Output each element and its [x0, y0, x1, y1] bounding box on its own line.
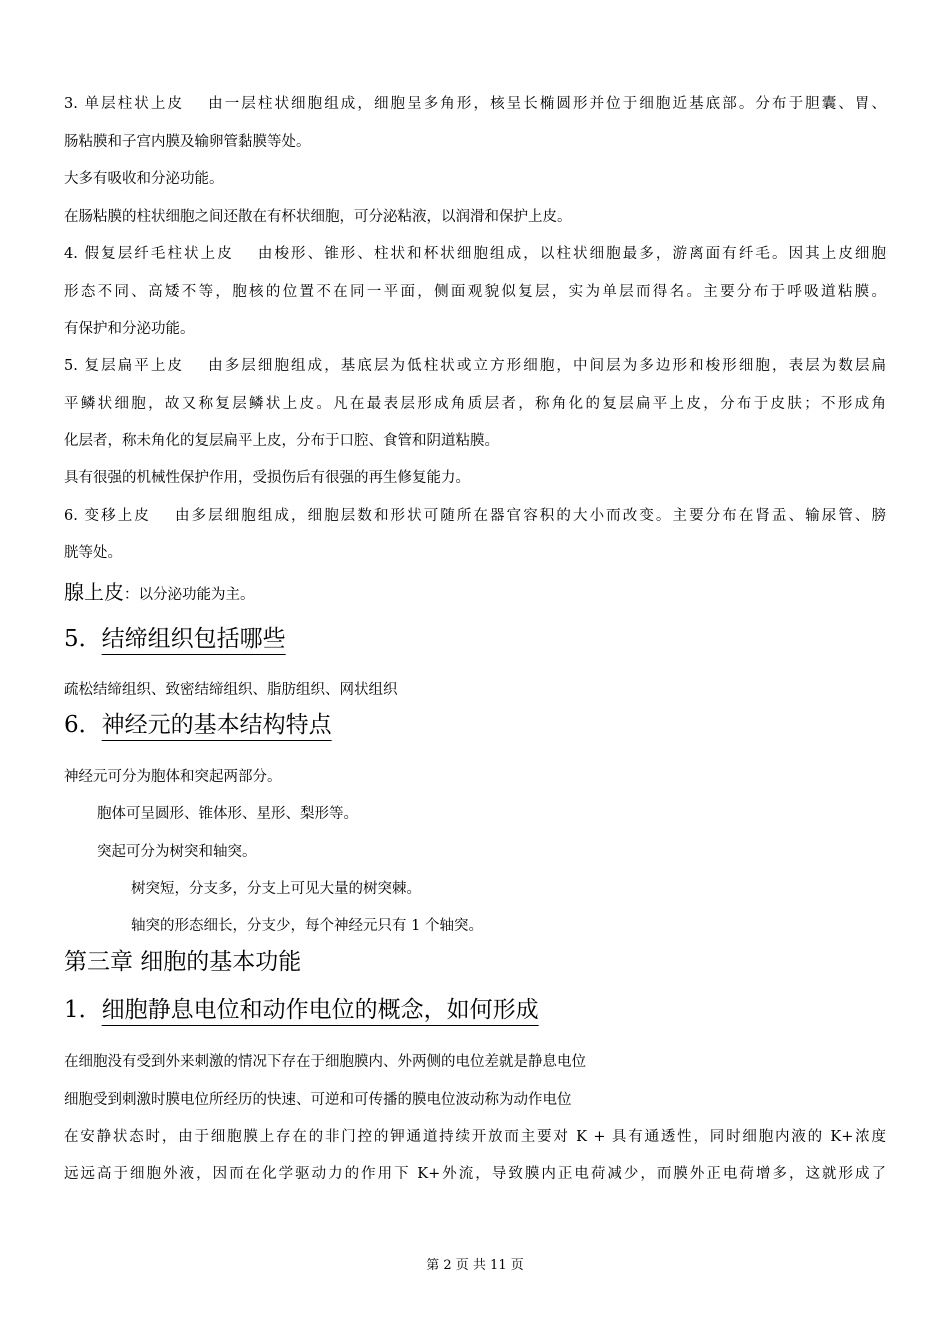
gland-text: ：以分泌功能为主。 [124, 587, 255, 603]
sec3-line1: 3. 单层柱状上皮 由一层柱状细胞组成，细胞呈多角形，核呈长椭圆形并位于细胞近基底部。分布于胆囊、胃、 [64, 96, 886, 112]
q1-line1: 在细胞没有受到外来刺激的情况下存在于细胞膜内、外两侧的电位差就是静息电位 [64, 1054, 586, 1070]
sec4-line3: 有保护和分泌功能。 [64, 321, 195, 337]
chapter-title: 第三章 细胞的基本功能 [64, 949, 302, 975]
gland-title: 腺上皮 [64, 580, 124, 604]
sec3-line2: 肠粘膜和子宫内膜及输卵管黏膜等处。 [64, 134, 311, 150]
sec4-line2: 形态不同、高矮不等，胞核的位置不在同一平面，侧面观貌似复层，实为单层而得名。主要分布于呼吸道粘膜。 [64, 284, 886, 300]
q6-heading: 6．神经元的基本结构特点 [64, 712, 332, 738]
sec6-line1: 6. 变移上皮 由多层细胞组成，细胞层数和形状可随所在器官容积的大小而改变。主要分布在肾盂、输尿管、膀 [64, 508, 886, 524]
gland-line [64, 582, 255, 605]
q6-line1: 神经元可分为胞体和突起两部分。 [64, 769, 282, 785]
sec6-line2: 胱等处。 [64, 545, 122, 561]
q6-line3: 突起可分为树突和轴突。 [97, 844, 257, 860]
q1-heading: 1．细胞静息电位和动作电位的概念，如何形成 [64, 997, 539, 1023]
sec5-line2: 平鳞状细胞，故又称复层鳞状上皮。凡在最表层形成角质层者，称角化的复层扁平上皮，分布于皮肤；不形成角 [64, 396, 886, 412]
sec5-line1: 5. 复层扁平上皮 由多层细胞组成，基底层为低柱状或立方形细胞，中间层为多边形和梭形细胞，表层为数层扁 [64, 358, 886, 374]
sec6-number: 6. 变移上皮 [64, 508, 151, 524]
q6-line5: 轴突的形态细长，分支少，每个神经元只有 1 个轴突。 [131, 918, 483, 934]
q1-line4: 远远高于细胞外液，因而在化学驱动力的作用下 K+外流，导致膜内正电荷减少，而膜外正电荷增多，这就形成了 [64, 1166, 886, 1182]
sec3-number: 3. 单层柱状上皮 [64, 96, 185, 112]
q6-line4: 树突短，分支多，分支上可见大量的树突棘。 [131, 881, 421, 897]
sec3-line4: 在肠粘膜的柱状细胞之间还散在有杯状细胞，可分泌粘液，以润滑和保护上皮。 [64, 209, 572, 225]
q5-heading: 5．结缔组织包括哪些 [64, 626, 286, 652]
q6-line2: 胞体可呈圆形、锥体形、星形、梨形等。 [97, 806, 358, 822]
q1-title: 细胞静息电位和动作电位的概念，如何形成 [101, 997, 539, 1023]
sec3-line3: 大多有吸收和分泌功能。 [64, 171, 224, 187]
q1-line3: 在安静状态时，由于细胞膜上存在的非门控的钾通道持续开放而主要对 K + 具有通透性，同时细胞内液的 K+浓度 [64, 1129, 886, 1145]
q5-answer: 疏松结缔组织、致密结缔组织、脂肪组织、网状组织 [64, 682, 398, 698]
q5-title: 结缔组织包括哪些 [101, 626, 286, 652]
sec5-line3: 化层者，称未角化的复层扁平上皮，分布于口腔、食管和阴道粘膜。 [64, 433, 499, 449]
q6-title: 神经元的基本结构特点 [101, 712, 332, 738]
page-footer: 第 2 页 共 11 页 [426, 1258, 524, 1273]
sec4-line1: 4. 假复层纤毛柱状上皮 由梭形、锥形、柱状和杯状细胞组成，以柱状细胞最多，游离面有纤毛。因其上皮细胞 [64, 246, 886, 262]
sec4-number: 4. 假复层纤毛柱状上皮 [64, 246, 234, 262]
q1-line2: 细胞受到刺激时膜电位所经历的快速、可逆和可传播的膜电位波动称为动作电位 [64, 1092, 572, 1108]
sec5-line4: 具有很强的机械性保护作用，受损伤后有很强的再生修复能力。 [64, 470, 470, 486]
sec5-number: 5. 复层扁平上皮 [64, 358, 185, 374]
